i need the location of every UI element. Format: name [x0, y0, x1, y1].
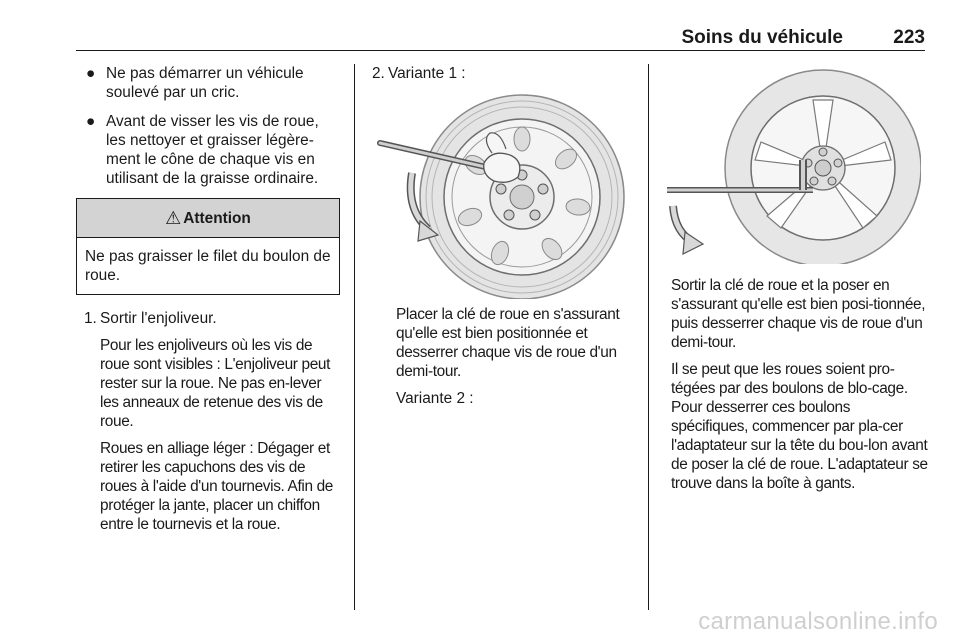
- step-paragraph: Pour les enjoliveurs où les vis de roue sont visibles : L'enjoliveur peut rester sur la roue. Ne pas en-lever les anneaux de retenue des vis de roue.: [100, 337, 331, 430]
- column-1: [76, 64, 340, 542]
- column-2: [372, 64, 636, 408]
- instruction-paragraph: Sortir la clé de roue et la poser en s'assurant qu'elle est bien posi-tionnée, puis desserrer chaque vis de roue d'un demi-tour.: [671, 277, 926, 351]
- bullet-text: Avant de visser les vis de roue, les nettoyer et graisser légère-ment le cône de chaque vis en utilisant de la graisse ordinaire.: [106, 113, 319, 187]
- page-header: [76, 24, 925, 51]
- bullet-dot: ●: [86, 113, 96, 130]
- wheel-wrench-illustration-1: [372, 89, 634, 299]
- step-title: Sortir l'enjoliveur.: [100, 310, 217, 327]
- variant-2-label: Variante 2 :: [396, 390, 474, 407]
- step-number: 2.: [372, 65, 385, 82]
- step-title: Variante 1 :: [388, 65, 466, 82]
- bullet-text: Ne pas démarrer un véhicule soulevé par un cric.: [106, 65, 304, 101]
- step-paragraph: Roues en alliage léger : Dégager et retirer les capuchons des vis de roues à l'aide d'un tournevis. Afin de protéger la jante, placer un chiffon entre le tournevis et la roue.: [100, 440, 334, 533]
- wheel-wrench-illustration-2: [663, 64, 921, 264]
- warning-triangle-icon: ⚠: [165, 207, 182, 228]
- step-2-heading: [372, 64, 636, 83]
- attention-title-bar: [77, 199, 339, 238]
- page-number: 223: [893, 27, 925, 48]
- attention-text: Ne pas graisser le filet du boulon de roue.: [85, 248, 331, 284]
- attention-box: [76, 198, 340, 295]
- instruction-paragraph: Il se peut que les roues soient pro-tégées par des boulons de blo-cage. Pour desserrer ces boulons spécifiques, commencer par pla-cer l'adaptateur sur la tête du bou-lon avant de poser la clé de roue. L'adaptateur se trouve dans la boîte à gants.: [671, 361, 928, 492]
- bullet-item: [76, 64, 340, 102]
- attention-title: Attention: [183, 209, 251, 227]
- column-divider-2: [648, 64, 649, 610]
- step-caption: Placer la clé de roue en s'assurant qu'elle est bien positionnée et desserrer chaque vis de roue d'un demi-tour.: [396, 306, 620, 380]
- section-title: Soins du véhicule: [681, 27, 843, 48]
- step-number: 1.: [84, 310, 97, 327]
- bullet-dot: ●: [86, 65, 96, 82]
- column-divider-1: [354, 64, 355, 610]
- bullet-item: [76, 112, 340, 188]
- step-1: [76, 309, 340, 534]
- watermark: carmanualsonline.info: [698, 608, 938, 635]
- column-3: [671, 64, 929, 501]
